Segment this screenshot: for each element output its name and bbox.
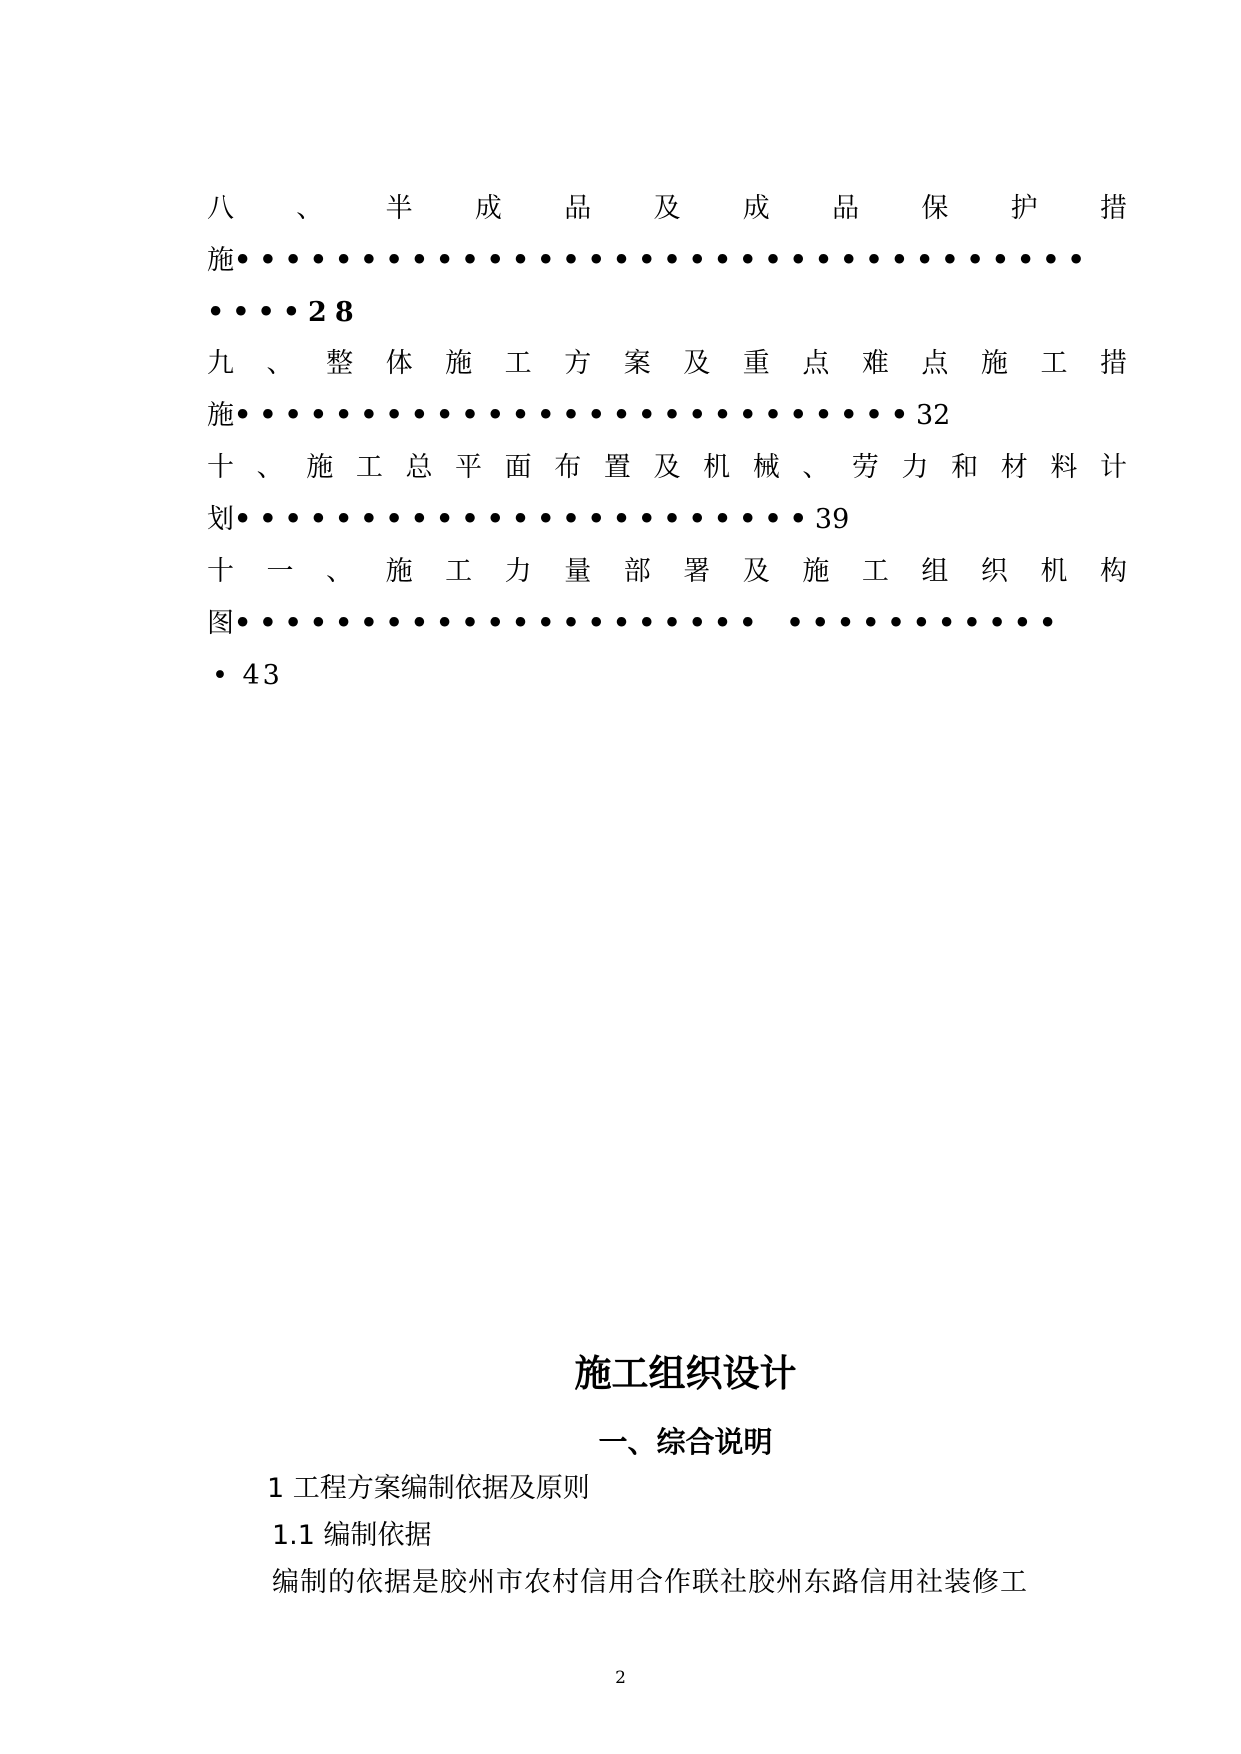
toc-char: 及 (742, 556, 770, 587)
toc-char: 工 (355, 452, 383, 483)
toc-char: 及 (683, 348, 711, 379)
toc-char: 力 (901, 452, 929, 483)
heading-1-1: 1.1 编制依据 (272, 1520, 432, 1551)
toc-char: 机 (703, 452, 731, 483)
toc-leader-dots: ••••••••••••••••••••• (234, 608, 765, 639)
toc-char: 工 (445, 556, 473, 587)
toc-char: 案 (623, 348, 651, 379)
toc-entry-8-line2 (207, 244, 1093, 278)
toc-char: 护 (1010, 193, 1038, 224)
toc-char: 置 (603, 452, 631, 483)
toc-entry-9-line2 (207, 399, 950, 433)
toc-char: 材 (1000, 452, 1028, 483)
toc-char: 力 (504, 556, 532, 587)
toc-char: 工 (504, 348, 532, 379)
toc-char: 料 (1050, 452, 1078, 483)
toc-char: 面 (504, 452, 532, 483)
toc-char: 施 (445, 348, 473, 379)
toc-char: 八 (207, 193, 234, 224)
toc-char: 、 (326, 556, 354, 587)
toc-char: 劳 (851, 452, 879, 483)
toc-entry-10-line2 (207, 503, 849, 537)
toc-entry-8-page: ••••28 (207, 297, 362, 328)
toc-char: 半 (385, 193, 413, 224)
toc-char: 械 (752, 452, 780, 483)
toc-char: 施 (385, 556, 413, 587)
toc-head-char: 施 (207, 400, 234, 431)
toc-entry-10-line1 (207, 451, 1127, 485)
toc-char: 署 (683, 556, 711, 587)
toc-char: 机 (1040, 556, 1068, 587)
toc-char: 、 (296, 193, 324, 224)
toc-page-number: 39 (814, 504, 850, 535)
toc-char: 工 (861, 556, 889, 587)
toc-char: 重 (742, 348, 770, 379)
toc-leader-dots: ••••••••••• (786, 608, 1065, 639)
body-paragraph: 编制的依据是胶州市农村信用合作联社胶州东路信用社装修工 (272, 1567, 1028, 1598)
toc-leader-dots: ••••••••••••••••••••••• (234, 504, 815, 535)
toc-char: 施 (980, 348, 1008, 379)
toc-entry-8-line1 (207, 192, 1127, 226)
toc-char: 施 (802, 556, 830, 587)
toc-char: 、 (266, 348, 294, 379)
toc-char: 布 (554, 452, 582, 483)
toc-char: 十 (207, 452, 234, 483)
toc-char: 品 (832, 193, 860, 224)
toc-char: 成 (474, 193, 502, 224)
toc-char: 部 (623, 556, 651, 587)
toc-char: 保 (921, 193, 949, 224)
toc-char: 难 (861, 348, 889, 379)
toc-leader-dots: •••••••••••••••••••••••••••••••••• (234, 245, 1093, 276)
toc-entry-9-line1 (207, 347, 1127, 381)
toc-char: 品 (564, 193, 592, 224)
toc-char: 措 (1099, 348, 1127, 379)
heading-1: 1 工程方案编制依据及原则 (267, 1473, 590, 1504)
toc-char: 及 (653, 452, 681, 483)
toc-char: 一 (266, 556, 294, 587)
toc-head-char: 图 (207, 608, 234, 639)
toc-entry-11-line1 (207, 555, 1127, 589)
section-title: 一、综合说明 (598, 1425, 773, 1459)
toc-head-char: 施 (207, 245, 234, 276)
toc-char: 组 (921, 556, 949, 587)
toc-char: 措 (1099, 193, 1127, 224)
toc-entry-11-page: • 43 (212, 660, 283, 691)
page-number: 2 (615, 1668, 626, 1688)
toc-char: 、 (802, 452, 830, 483)
toc-char: 量 (564, 556, 592, 587)
toc-char: 平 (455, 452, 483, 483)
toc-char: 成 (742, 193, 770, 224)
toc-char: 织 (980, 556, 1008, 587)
toc-char: 点 (921, 348, 949, 379)
toc-char: 方 (564, 348, 592, 379)
toc-page-number: 32 (915, 400, 951, 431)
toc-entry-11-line2 (207, 607, 1064, 641)
toc-char: 整 (326, 348, 354, 379)
toc-char: 九 (207, 348, 234, 379)
document-title: 施工组织设计 (574, 1352, 797, 1395)
toc-char: 施 (306, 452, 334, 483)
toc-char: 计 (1099, 452, 1127, 483)
toc-char: 点 (802, 348, 830, 379)
toc-char: 工 (1040, 348, 1068, 379)
toc-char: 及 (653, 193, 681, 224)
toc-char: 体 (385, 348, 413, 379)
toc-char: 、 (256, 452, 284, 483)
toc-leader-dots: ••••••••••••••••••••••••••• (234, 400, 916, 431)
toc-char: 总 (405, 452, 433, 483)
toc-char: 构 (1099, 556, 1127, 587)
toc-char: 和 (951, 452, 979, 483)
toc-char: 十 (207, 556, 234, 587)
toc-head-char: 划 (207, 504, 234, 535)
